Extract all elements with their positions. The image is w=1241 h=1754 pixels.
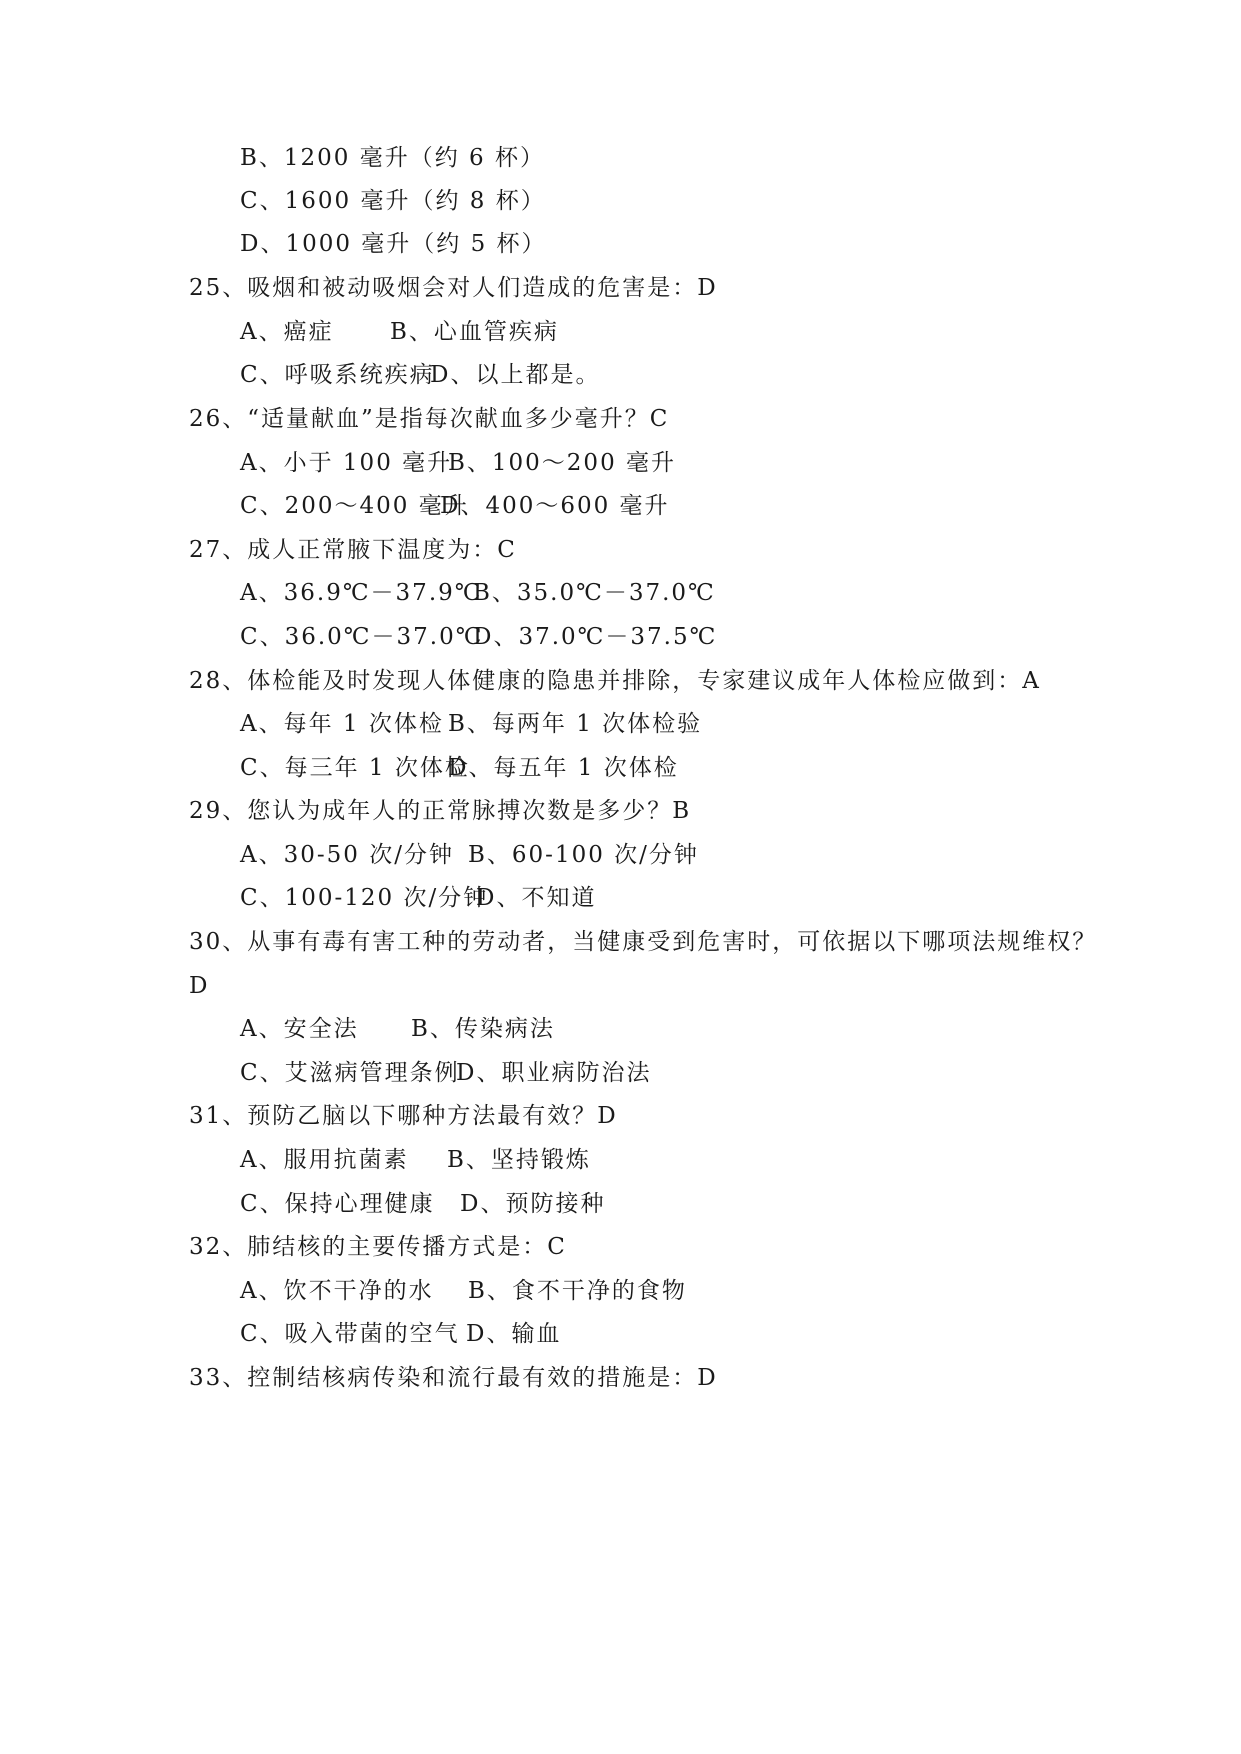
option-line xyxy=(240,187,546,215)
option-a: C、100-120 次/分钟 xyxy=(240,885,489,911)
option-b: B、每两年 1 次体检验 xyxy=(448,711,703,737)
option-line xyxy=(240,1015,555,1043)
option-line xyxy=(240,230,547,258)
option-b: D、职业病防治法 xyxy=(456,1060,652,1086)
option-a: C、保持心理健康 xyxy=(240,1191,435,1217)
question-text: 33、控制结核病传染和流行最有效的措施是：D xyxy=(189,1365,718,1391)
question-33 xyxy=(189,1364,718,1392)
option-a: A、饮不干净的水 xyxy=(240,1278,434,1304)
question-text: 26、“适量献血”是指每次献血多少毫升？C xyxy=(189,406,670,432)
option-text: C、1600 毫升（约 8 杯） xyxy=(240,188,546,214)
question-text: 32、肺结核的主要传播方式是：C xyxy=(189,1234,567,1260)
option-b: B、35.0℃－37.0℃ xyxy=(473,580,716,606)
question-text: 25、吸烟和被动吸烟会对人们造成的危害是：D xyxy=(189,275,718,301)
option-text: D、1000 毫升（约 5 杯） xyxy=(240,231,547,257)
option-a: C、艾滋病管理条例 xyxy=(240,1060,460,1086)
option-a: A、癌症 xyxy=(240,319,334,345)
option-a: A、30-50 次/分钟 xyxy=(240,842,454,868)
option-b: D、输血 xyxy=(466,1321,562,1347)
option-b: D、预防接种 xyxy=(460,1191,606,1217)
question-text: 28、体检能及时发现人体健康的隐患并排除，专家建议成年人体检应做到：A xyxy=(189,668,1041,694)
option-b: D、以上都是。 xyxy=(430,362,601,388)
question-text: 30、从事有毒有害工种的劳动者，当健康受到危害时，可依据以下哪项法规维权？ xyxy=(189,929,1098,955)
question-text: 27、成人正常腋下温度为：C xyxy=(189,537,517,563)
question-31 xyxy=(189,1102,618,1130)
option-line xyxy=(240,144,545,172)
option-b: D、37.0℃－37.5℃ xyxy=(473,624,718,650)
question-27 xyxy=(189,536,517,564)
option-a: C、吸入带菌的空气 xyxy=(240,1321,460,1347)
option-line xyxy=(240,1059,651,1087)
option-a: C、36.0℃－37.0℃ xyxy=(240,624,484,650)
option-line xyxy=(240,492,670,520)
option-line xyxy=(240,361,600,389)
option-b: D、不知道 xyxy=(476,885,597,911)
option-line xyxy=(240,1320,561,1348)
question-30 xyxy=(189,928,1097,956)
option-text: B、1200 毫升（约 6 杯） xyxy=(240,145,546,171)
option-b: B、心血管疾病 xyxy=(390,319,559,345)
option-line xyxy=(240,710,702,738)
option-b: B、100～200 毫升 xyxy=(448,450,677,476)
option-a: A、小于 100 毫升 xyxy=(240,450,453,476)
option-line xyxy=(240,841,699,869)
option-a: A、每年 1 次体检 xyxy=(240,711,444,737)
question-28 xyxy=(189,667,1041,695)
option-a: A、服用抗菌素 xyxy=(240,1147,409,1173)
option-b: B、食不干净的食物 xyxy=(468,1278,687,1304)
option-line xyxy=(240,754,679,782)
option-a: C、200～400 毫升 xyxy=(240,493,469,519)
option-b: D、400～600 毫升 xyxy=(440,493,670,519)
option-a: A、36.9℃－37.9℃ xyxy=(240,580,483,606)
option-b: D、每五年 1 次体检 xyxy=(448,755,679,781)
question-30-answer xyxy=(189,972,209,1000)
option-line xyxy=(240,318,559,346)
question-25 xyxy=(189,274,718,302)
option-a: A、安全法 xyxy=(240,1016,359,1042)
option-line xyxy=(240,1146,591,1174)
option-a: C、呼吸系统疾病 xyxy=(240,362,435,388)
option-b: B、坚持锻炼 xyxy=(447,1147,591,1173)
question-text: D xyxy=(189,973,210,999)
option-a: C、每三年 1 次体检 xyxy=(240,755,470,781)
option-line xyxy=(240,579,716,607)
question-text: 29、您认为成年人的正常脉搏次数是多少？B xyxy=(189,798,692,824)
option-line xyxy=(240,884,596,912)
option-line xyxy=(240,1190,605,1218)
question-26 xyxy=(189,405,669,433)
option-line xyxy=(240,1277,687,1305)
question-text: 31、预防乙脑以下哪种方法最有效？D xyxy=(189,1103,618,1129)
question-29 xyxy=(189,797,691,825)
option-line xyxy=(240,623,717,651)
option-b: B、60-100 次/分钟 xyxy=(468,842,699,868)
option-b: B、传染病法 xyxy=(411,1016,555,1042)
option-line xyxy=(240,449,676,477)
question-32 xyxy=(189,1233,567,1261)
